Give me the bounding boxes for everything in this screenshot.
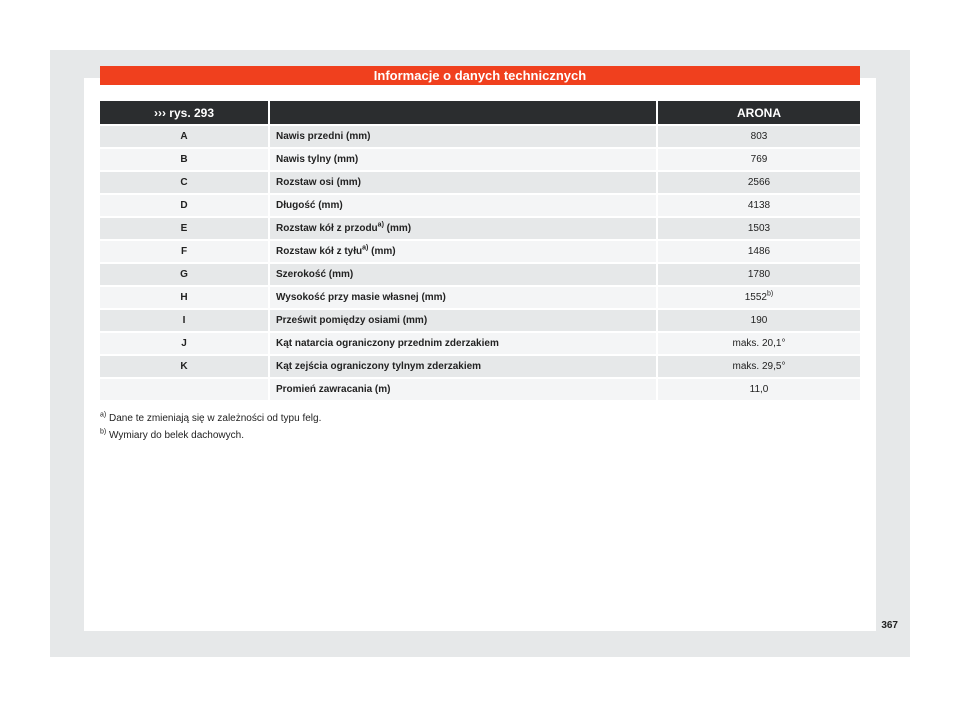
dimension-code: D: [100, 193, 270, 216]
value-text: 769: [750, 154, 768, 165]
description-header: [270, 101, 658, 124]
dimension-name: [270, 377, 658, 400]
footnote-mark: a): [100, 411, 107, 419]
dimension-label: Promień zawracania (m): [276, 384, 391, 395]
table-row: [100, 170, 860, 193]
dimension-name: [270, 193, 658, 216]
dimension-label: Szerokość (mm): [276, 269, 354, 280]
dimension-label: Nawis tylny (mm): [276, 154, 359, 165]
dimension-code: H: [100, 285, 270, 308]
dimension-name: [270, 262, 658, 285]
value-text: 4138: [747, 200, 771, 211]
dimension-code: E: [100, 216, 270, 239]
dimension-value: [658, 124, 860, 147]
value-text: 11,0: [749, 384, 769, 395]
dimension-value: [658, 285, 860, 308]
dimension-name: [270, 124, 658, 147]
footnote-ref: b): [767, 290, 774, 298]
dimension-code: K: [100, 354, 270, 377]
footnote-mark: b): [100, 428, 107, 436]
page-number: 367: [881, 620, 898, 631]
value-text: 1486: [747, 246, 771, 257]
table-row: [100, 308, 860, 331]
table-row: [100, 239, 860, 262]
dimension-name: [270, 285, 658, 308]
dimension-value: [658, 193, 860, 216]
dimension-code: J: [100, 331, 270, 354]
dimension-value: [658, 354, 860, 377]
dimension-code: C: [100, 170, 270, 193]
footnote-ref: a): [377, 221, 384, 229]
value-text: 190: [750, 315, 768, 326]
footnotes: [100, 410, 860, 444]
value-text: 2566: [747, 177, 771, 188]
table-row: [100, 331, 860, 354]
table-row: [100, 124, 860, 147]
footnote-b: [100, 427, 860, 444]
dimension-value: [658, 239, 860, 262]
dimension-code: [100, 377, 270, 400]
table-row: [100, 193, 860, 216]
dimension-unit: (mm): [383, 223, 412, 234]
dimension-name: [270, 170, 658, 193]
dimension-label: Długość (mm): [276, 200, 343, 211]
model-header: ARONA: [658, 101, 860, 124]
dimension-value: [658, 331, 860, 354]
table-row: [100, 354, 860, 377]
dimension-label: Rozstaw osi (mm): [276, 177, 362, 188]
dimension-label: Kąt natarcia ograniczony przednim zderzakiem: [276, 338, 499, 349]
dimension-name: [270, 216, 658, 239]
table-row: [100, 262, 860, 285]
value-text: maks. 20,1°: [732, 338, 786, 349]
section-title: Informacje o danych technicznych: [100, 66, 860, 85]
dimension-label: Wysokość przy masie własnej (mm): [276, 292, 446, 303]
dimension-label: Rozstaw kół z przodu: [276, 223, 378, 234]
dimension-value: [658, 377, 860, 400]
dimension-code: F: [100, 239, 270, 262]
dimension-value: [658, 147, 860, 170]
table-header-row: [100, 101, 860, 124]
dimension-value: [658, 308, 860, 331]
dimension-unit: (mm): [368, 246, 396, 257]
value-text: 1552: [744, 292, 767, 303]
dimension-value: [658, 262, 860, 285]
footnote-a: [100, 410, 860, 427]
dimension-label: Rozstaw kół z tyłu: [276, 246, 363, 257]
dimension-label: Kąt zejścia ograniczony tylnym zderzakiem: [276, 361, 482, 372]
dimension-name: [270, 308, 658, 331]
footnote-text: Wymiary do belek dachowych.: [109, 430, 244, 441]
dimension-name: [270, 354, 658, 377]
footnote-text: Dane te zmieniają się w zależności od typu felg.: [109, 413, 322, 424]
value-text: 1503: [747, 223, 771, 234]
table-row: [100, 377, 860, 400]
value-text: 803: [750, 131, 768, 142]
technical-data-table: [100, 101, 860, 400]
dimension-name: [270, 147, 658, 170]
dimension-code: G: [100, 262, 270, 285]
value-text: 1780: [747, 269, 771, 280]
dimension-name: [270, 239, 658, 262]
figure-reference-header: ››› rys. 293: [100, 101, 270, 124]
dimension-code: A: [100, 124, 270, 147]
dimension-value: [658, 216, 860, 239]
dimension-name: [270, 331, 658, 354]
table-row: [100, 216, 860, 239]
footnote-ref: a): [362, 244, 369, 252]
value-text: maks. 29,5°: [732, 361, 786, 372]
dimension-label: Nawis przedni (mm): [276, 131, 371, 142]
dimension-label: Prześwit pomiędzy osiami (mm): [276, 315, 428, 326]
table-row: [100, 285, 860, 308]
dimension-value: [658, 170, 860, 193]
dimension-code: I: [100, 308, 270, 331]
dimension-code: B: [100, 147, 270, 170]
table-row: [100, 147, 860, 170]
